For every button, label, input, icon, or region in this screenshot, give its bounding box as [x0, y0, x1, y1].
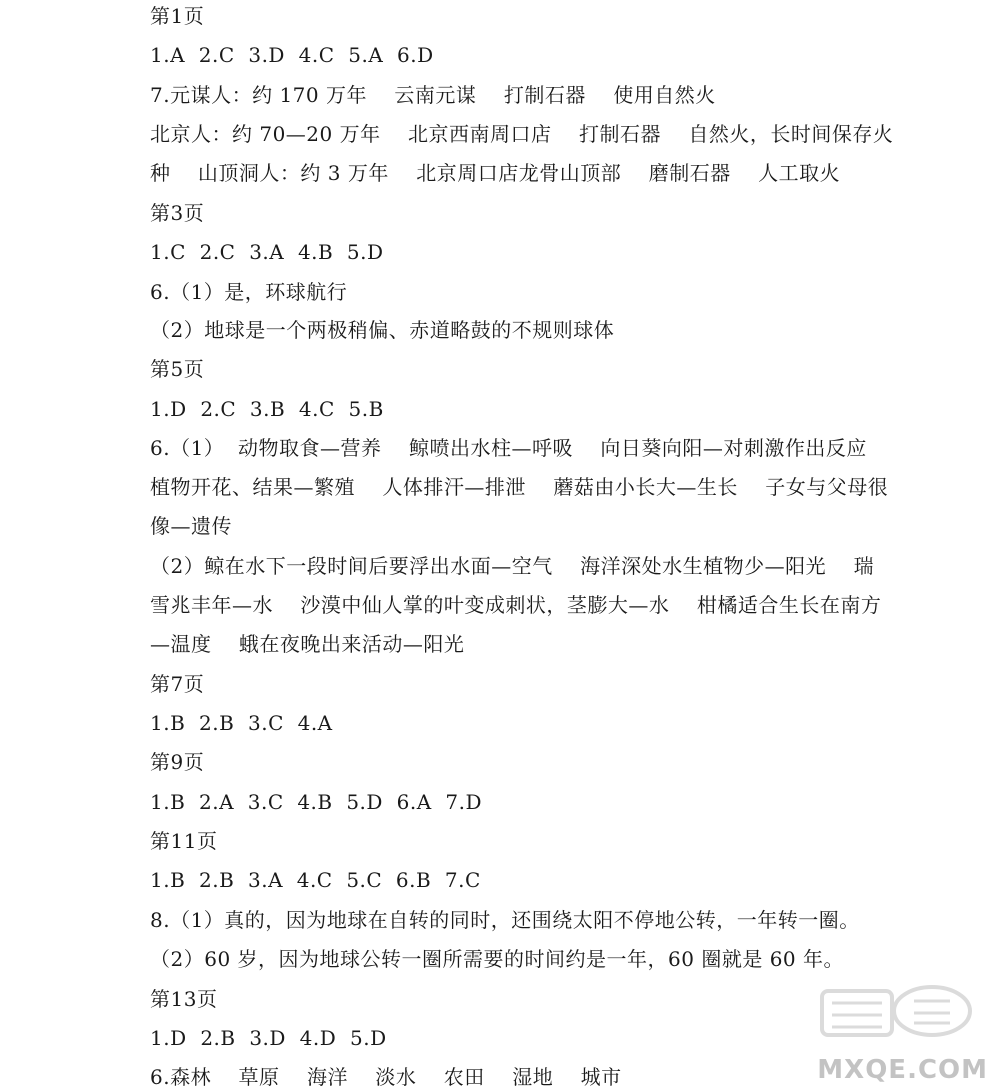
- page-heading-3: 第3页: [150, 201, 205, 225]
- answer-line: 6.（1）是，环球航行: [150, 280, 348, 304]
- page-heading-11: 第11页: [150, 829, 218, 853]
- answer-line: （2）60 岁，因为地球公转一圈所需要的时间约是一年，60 圈就是 60 年。: [150, 947, 845, 971]
- answer-line: 像—遗传: [150, 514, 232, 538]
- answer-line: 1.D 2.B 3.D 4.D 5.D: [150, 1026, 387, 1050]
- answer-line: 6.（1） 动物取食—营养 鲸喷出水柱—呼吸 向日葵向阳—对刺激作出反应: [150, 436, 867, 460]
- page-heading-1: 第1页: [150, 4, 205, 28]
- answer-line: 6.森林 草原 海洋 淡水 农田 湿地 城市: [150, 1065, 622, 1089]
- answer-line: 1.B 2.B 3.A 4.C 5.C 6.B 7.C: [150, 868, 481, 892]
- answer-line: 1.B 2.A 3.C 4.B 5.D 6.A 7.D: [150, 790, 483, 814]
- page-heading-13: 第13页: [150, 987, 218, 1011]
- answer-line: 种 山顶洞人：约 3 万年 北京周口店龙骨山顶部 磨制石器 人工取火: [150, 161, 841, 185]
- answer-line: （2）地球是一个两极稍偏、赤道略鼓的不规则球体: [150, 318, 615, 342]
- watermark-site-text: MXQE.COM: [817, 1055, 988, 1085]
- page-heading-5: 第5页: [150, 357, 205, 381]
- page-heading-7: 第7页: [150, 672, 205, 696]
- answer-line: 雪兆丰年—水 沙漠中仙人掌的叶变成刺状，茎膨大—水 柑橘适合生长在南方: [150, 593, 882, 617]
- answer-line: 1.B 2.B 3.C 4.A: [150, 711, 333, 735]
- answer-line: 1.C 2.C 3.A 4.B 5.D: [150, 240, 384, 264]
- answer-line: 8.（1）真的，因为地球在自转的同时，还围绕太阳不停地公转，一年转一圈。: [150, 908, 860, 932]
- answer-line: 1.A 2.C 3.D 4.C 5.A 6.D: [150, 43, 434, 67]
- answer-line: 北京人：约 70—20 万年 北京西南周口店 打制石器 自然火，长时间保存火: [150, 122, 894, 146]
- page-heading-9: 第9页: [150, 750, 205, 774]
- answer-line: 植物开花、结果—繁殖 人体排汗—排泄 蘑菇由小长大—生长 子女与父母很: [150, 475, 889, 499]
- answer-line: （2）鲸在水下一段时间后要浮出水面—空气 海洋深处水生植物少—阳光 瑞: [150, 554, 875, 578]
- answer-line: —温度 蛾在夜晚出来活动—阳光: [150, 632, 465, 656]
- answer-line: 7.元谋人：约 170 万年 云南元谋 打制石器 使用自然火: [150, 83, 716, 107]
- answer-line: 1.D 2.C 3.B 4.C 5.B: [150, 397, 384, 421]
